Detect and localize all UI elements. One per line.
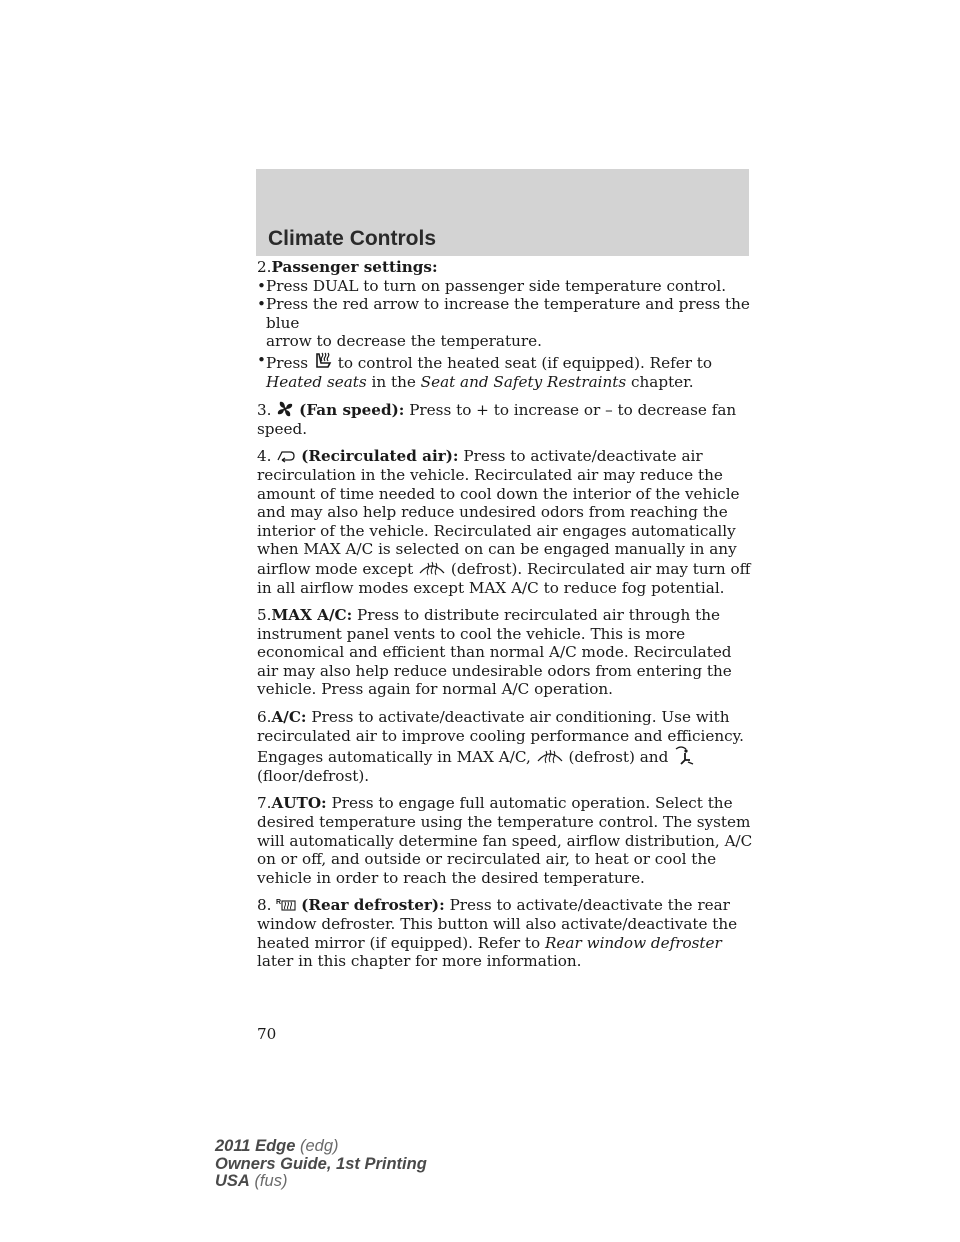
item-rear-defroster: 8. R (Rear defroster): Press to activate/deactivate the rear window defroster. This button will also activate/deactivate the heated mirror (if equipped). Refer to Rear window defroster later in this chapter for more information.: [257, 896, 738, 971]
item-ac: 6.A/C: Press to activate/deactivate air conditioning. Use with recirculated air to improve cooling performance and efficiency. Engages automatically in MAX A/C, (defrost) and (floor/defrost).: [257, 708, 745, 785]
defrost-icon: [536, 747, 564, 765]
bullet-item: • Press DUAL to turn on passenger side temperature control.: [257, 276, 727, 295]
rear-defrost-icon: [276, 897, 296, 913]
recirculation-icon: [276, 448, 296, 464]
floor-defrost-icon: [673, 745, 695, 765]
item-fan-speed: 3. (Fan speed): Press to + to increase or – to decrease fan speed.: [257, 401, 737, 438]
chapter-title: Climate Controls: [268, 227, 437, 250]
item-max-ac: 5.MAX A/C: Press to distribute recirculated air through the instrument panel vents to cool the vehicle. This is more economical and efficient than normal A/C mode. Recirculated air may also help reduce undesirable odors from entering the vehicle. Press again for normal A/C operation.: [257, 606, 732, 699]
item-auto: 7.AUTO: Press to engage full automatic operation. Select the desired temperature using the temperature control. The system will automatically determine fan speed, airflow distribution, A/C on or off, and outside or recirculated air, to heat or cool the vehicle in order to reach the desired temperature.: [257, 794, 753, 887]
heated-seat-icon: [313, 351, 333, 371]
fan-icon: [276, 400, 294, 418]
bullet-item: • Press to control the heated seat (if equipped). Refer to Heated seats in the Seat and Safety Restraints chapter.: [257, 350, 713, 391]
page-number: 70: [257, 1025, 277, 1043]
document-footer: 2011 Edge (edg) Owners Guide, 1st Printing USA (fus): [215, 1137, 427, 1190]
item-recirculated-air: 4. (Recirculated air): Press to activate/deactivate air recirculation in the vehicle. Recirculated air may reduce the amount of time needed to cool down the interior of the vehicle and may also help reduce undesired odors from reaching the interior of the vehicle. Recirculated air engages automatically when MAX A/C is selected on can be engaged manually in any airflow mode except (defrost). Recirculated air may turn off in all airflow modes except MAX A/C to reduce fog potential.: [257, 447, 751, 597]
bullet-item: • Press the red arrow to increase the temperature and press the blue arrow to decrease the temperature.: [257, 295, 750, 351]
svg-text:R: R: [276, 899, 282, 907]
defrost-icon: [418, 559, 446, 577]
item-number: 2.: [257, 258, 272, 276]
item-passenger-settings: [257, 258, 757, 391]
page-content: [257, 258, 757, 980]
item-heading: Passenger settings:: [271, 258, 438, 276]
chapter-header: [256, 169, 749, 256]
